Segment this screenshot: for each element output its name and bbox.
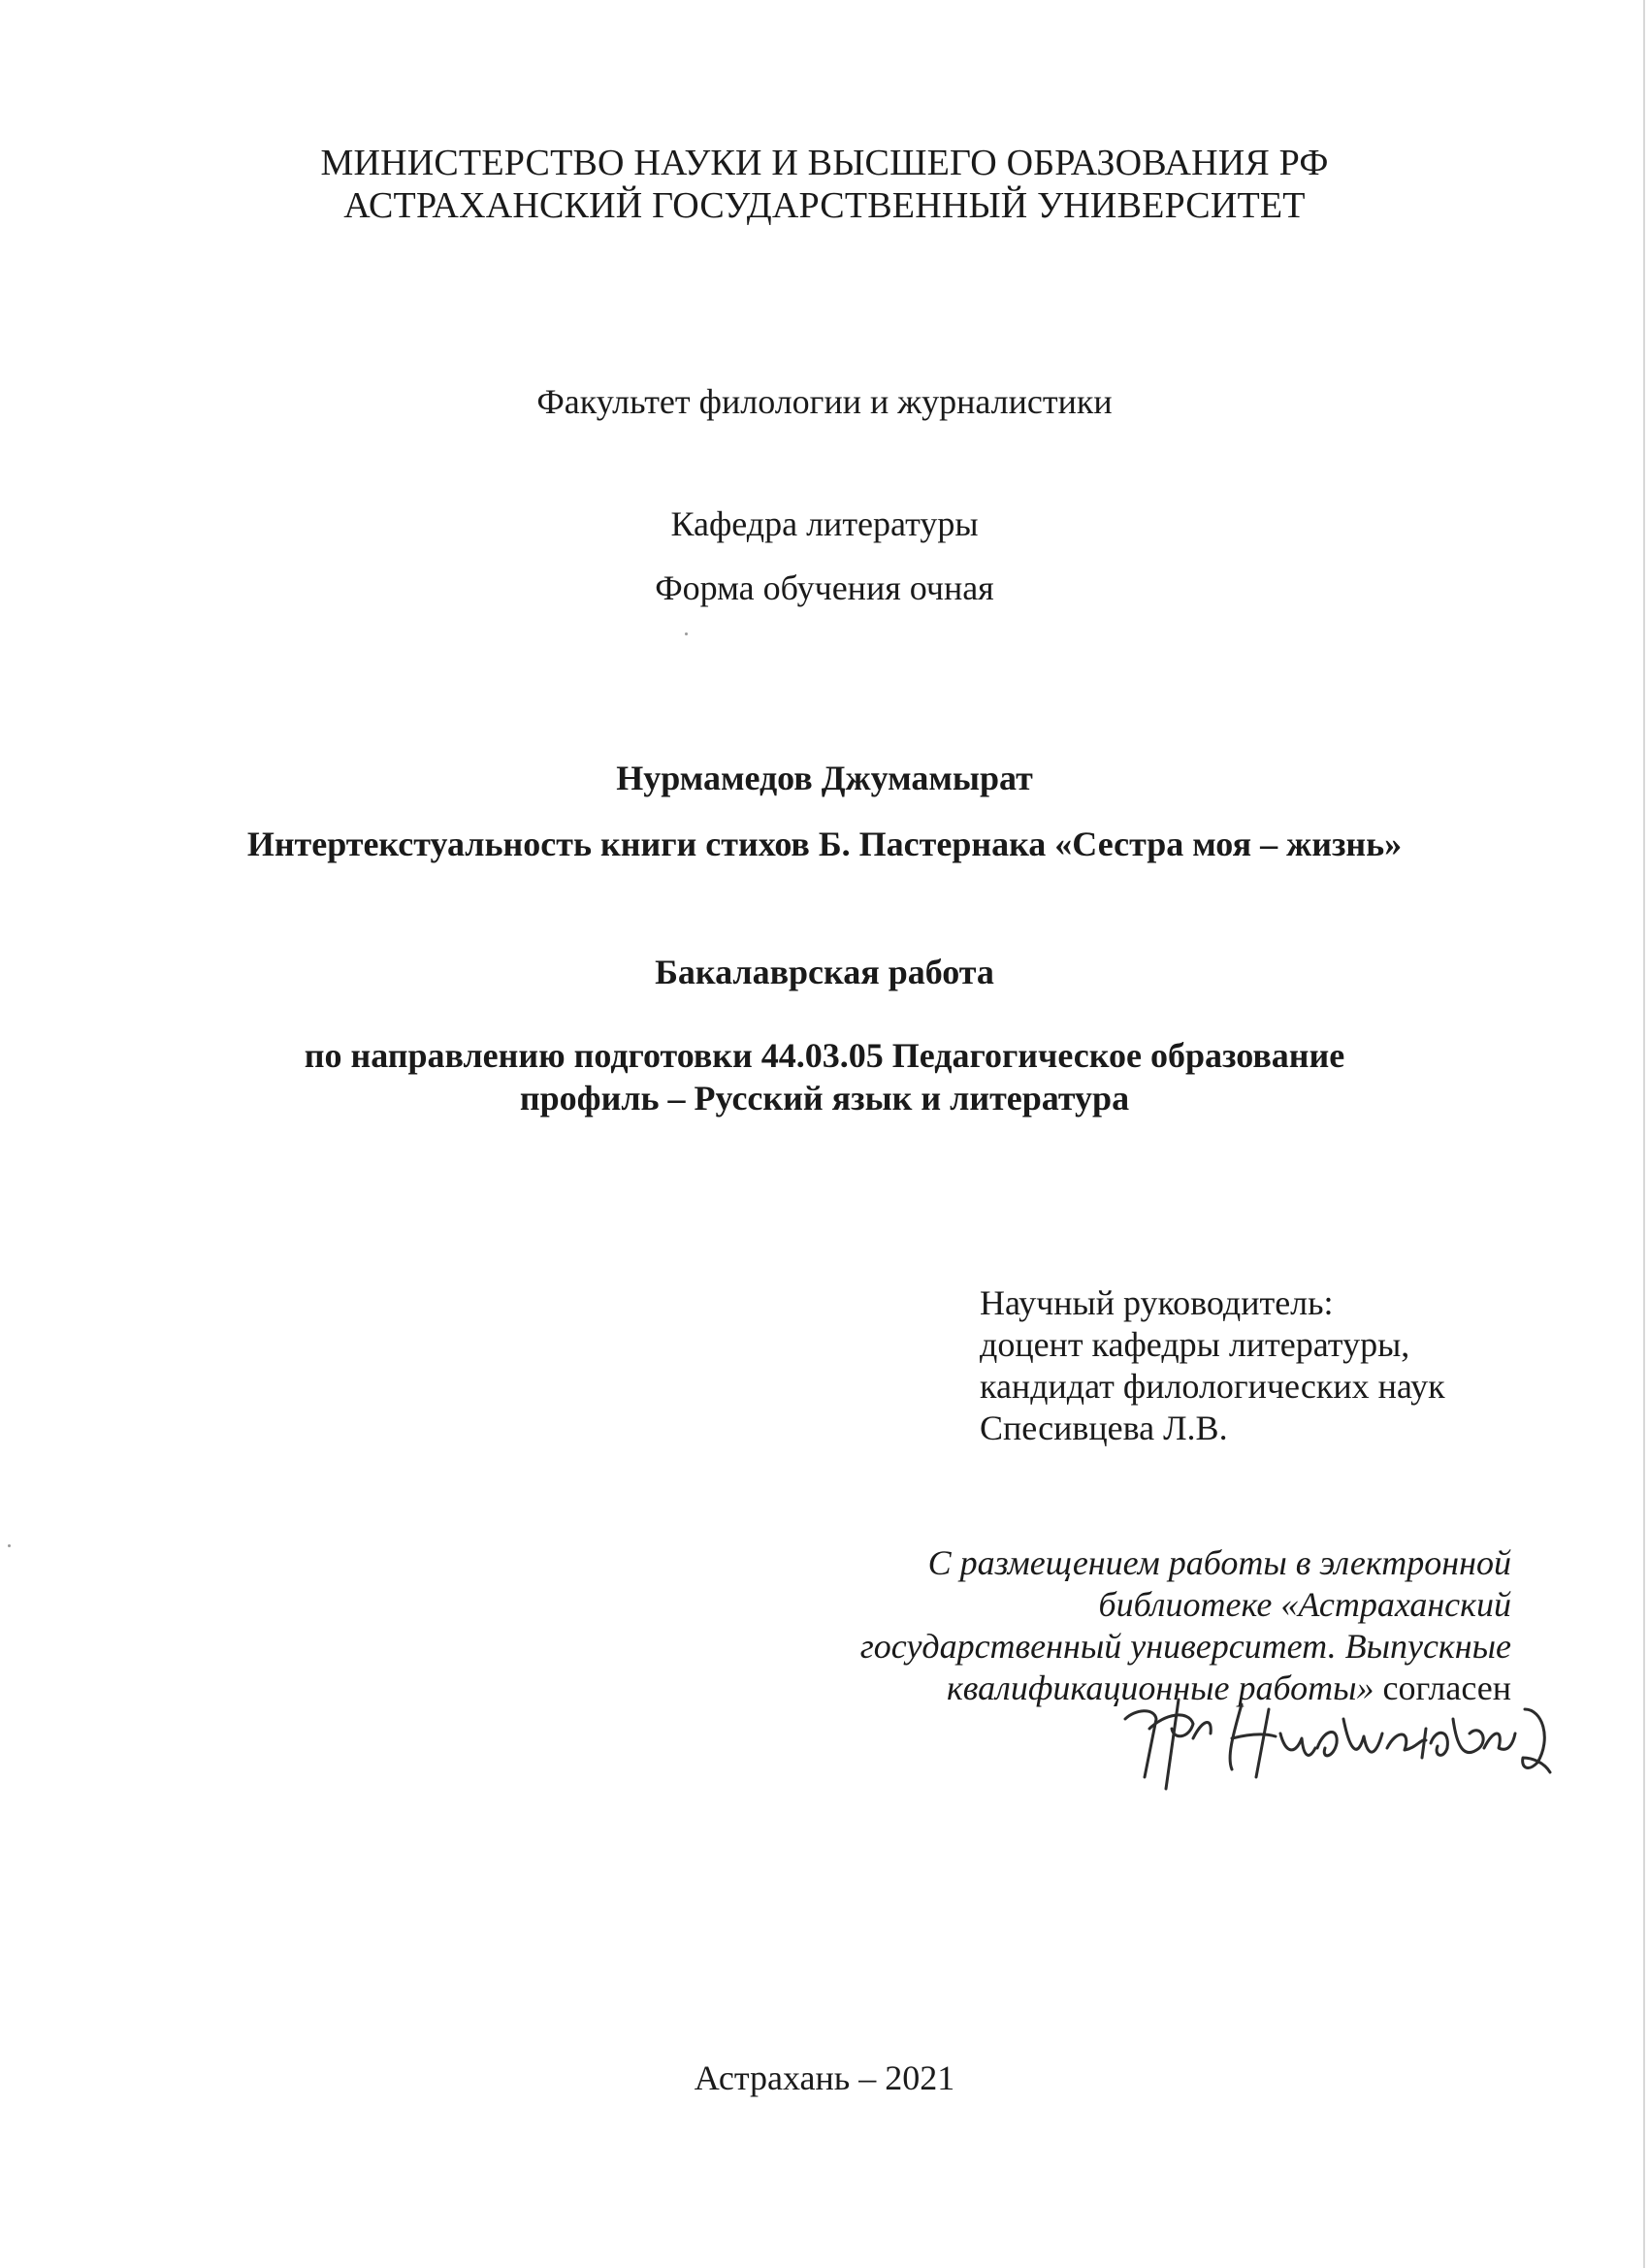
consent-line-3: государственный университет. Выпускные (859, 1627, 1511, 1666)
city-year: Астрахань – 2021 (694, 2058, 955, 2097)
consent-line-2: библиотеке «Астраханский (1098, 1585, 1511, 1624)
scan-speck (8, 1544, 11, 1547)
department: Кафедра литературы (670, 504, 979, 543)
supervisor-position: доцент кафедры литературы, (980, 1325, 1410, 1364)
supervisor-name: Спесивцева Л.В. (980, 1409, 1228, 1447)
handwritten-signature (1096, 1680, 1552, 1797)
faculty: Факультет филологии и журналистики (536, 382, 1113, 421)
direction-line-2: профиль – Русский язык и литература (519, 1079, 1130, 1118)
study-form: Форма обучения очная (655, 568, 994, 607)
consent-line-1: С размещением работы в электронной (927, 1543, 1511, 1582)
work-type: Бакалаврская работа (655, 953, 994, 991)
thesis-title: Интертекстуальность книги стихов Б. Пастернака «Сестра моя – жизнь» (246, 825, 1403, 863)
consent-line-4-plain: согласен (1374, 1669, 1511, 1707)
supervisor-degree: кандидат филологических наук (980, 1367, 1445, 1406)
ministry-title: МИНИСТЕРСТВО НАУКИ И ВЫСШЕГО ОБРАЗОВАНИЯ РФ (320, 143, 1329, 183)
supervisor-block (980, 1282, 1445, 1449)
university-title: АСТРАХАНСКИЙ ГОСУДАРСТВЕННЫЙ УНИВЕРСИТЕТ (343, 185, 1306, 226)
consent-line-4-italic: квалификационные работы» (946, 1669, 1374, 1707)
direction-line-1: по направлению подготовки 44.03.05 Педагогическое образование (304, 1036, 1345, 1075)
supervisor-label: Научный руководитель: (980, 1283, 1334, 1322)
page-edge (1643, 0, 1645, 2268)
scan-speck (685, 632, 688, 635)
author-name: Нурмамедов Джумамырат (616, 759, 1033, 797)
